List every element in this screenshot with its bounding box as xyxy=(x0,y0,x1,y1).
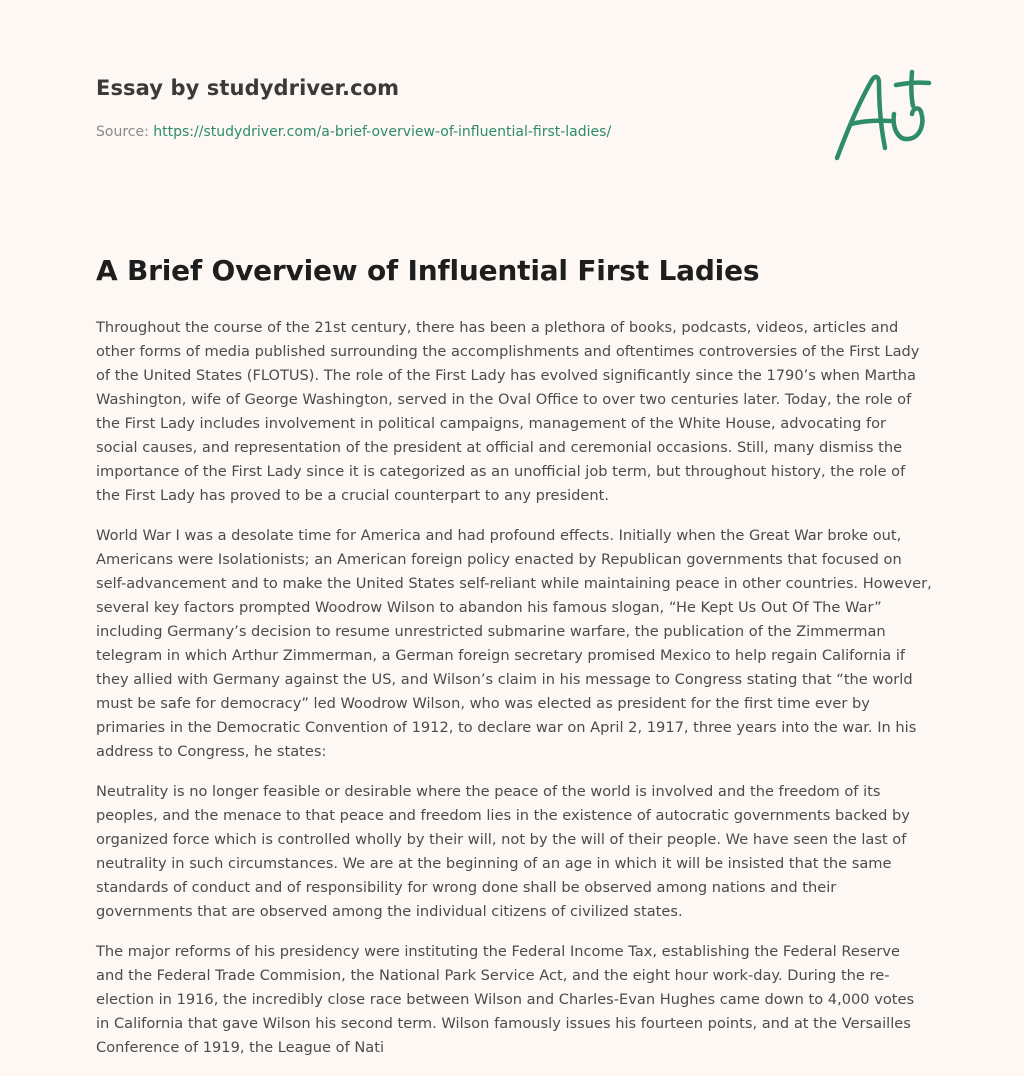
paragraph-2: World War I was a desolate time for America and had profound effects. Initially when the Great War broke out, Americans were Isolationists; an American foreign policy enacted by Republican governments that focused on self-advancement and to make the United States self-reliant while maintaining peace in other countries. However, several key factors prompted Woodrow Wilson to abandon his famous slogan, “He Kept Us Out Of The War” including Germany’s decision to resume unrestricted submarine warfare, the publication of the Zimmerman telegram in which Arthur Zimmerman, a German foreign secretary promised Mexico to help regain California if they allied with Germany against the US, and Wilson’s claim in his message to Congress stating that “the world must be safe for democracy” led Woodrow Wilson, who was elected as president for the first time ever by primaries in the Democratic Convention of 1912, to declare war on April 2, 1917, three years into the war. In his address to Congress, he states: xyxy=(96,527,932,760)
essay-title: A Brief Overview of Influential First Ladies xyxy=(96,254,760,287)
paragraph-3-quote: Neutrality is no longer feasible or desirable where the peace of the world is involved and the freedom of its peoples, and the menace to that peace and freedom lies in the existence of autocratic governments backed by organized force which is controlled wholly by their will, not by the will of their people. We have seen the last of neutrality in such circumstances. We are at the beginning of an age in which it will be insisted that the same standards of conduct and of responsibility for wrong done shall be observed among nations and their governments that are observed among the individual citizens of civilized states. xyxy=(96,783,910,920)
source-line xyxy=(96,124,611,140)
paragraph-1: Throughout the course of the 21st century, there has been a plethora of books, podcasts, videos, articles and other forms of media published surrounding the accomplishments and oftentimes controversies of the First Lady of the United States (FLOTUS). The role of the First Lady has evolved significantly since the 1790’s when Martha Washington, wife of George Washington, served in the Oval Office to over two centuries later. Today, the role of the First Lady includes involvement in political campaigns, management of the White House, advocating for social causes, and representation of the president at official and ceremonial occasions. Still, many dismiss the importance of the First Lady since it is categorized as an unofficial job term, but throughout history, the role of the First Lady has proved to be a crucial counterpart to any president. xyxy=(96,319,920,504)
a-plus-logo-icon xyxy=(828,68,932,164)
paragraph-4: The major reforms of his presidency were instituting the Federal Income Tax, establishing the Federal Reserve and the Federal Trade Commision, the National Park Service Act, and the eight hour work-day. During the re-election in 1916, the incredibly close race between Wilson and Charles-Evan Hughes came down to 4,000 votes in California that gave Wilson his second term. Wilson famously issues his fourteen points, and at the Versailles Conference of 1919, the League of Nati xyxy=(96,943,915,1056)
source-link[interactable]: https://studydriver.com/a-brief-overview-of-influential-first-ladies/ xyxy=(153,124,612,140)
brand-title: Essay by studydriver.com xyxy=(96,76,400,100)
source-label: Source: xyxy=(96,124,149,140)
header xyxy=(96,0,928,180)
essay-body xyxy=(96,316,932,1076)
